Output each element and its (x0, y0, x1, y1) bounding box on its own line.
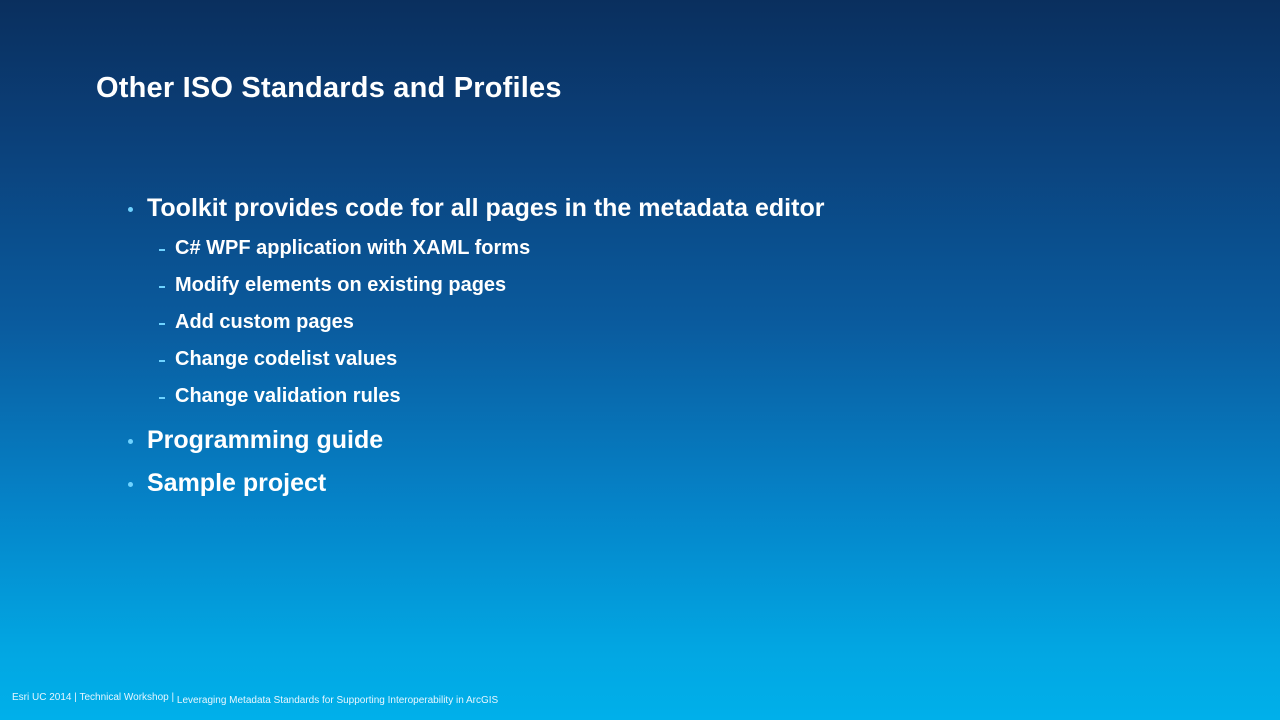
bullet-text: Programming guide (147, 426, 384, 454)
bullet-text: Sample project (147, 469, 327, 497)
sub-bullet-text: Modify elements on existing pages (175, 274, 507, 296)
bullet-item (128, 422, 1128, 458)
sub-bullet-item (128, 341, 1128, 378)
sub-bullet-text: Change validation rules (175, 385, 401, 407)
slide-title: Other ISO Standards and Profiles (96, 72, 562, 104)
bullet-dot-icon (128, 482, 133, 487)
sub-bullet-text: C# WPF application with XAML forms (175, 237, 531, 259)
dash-icon (159, 286, 165, 288)
bullet-text: Toolkit provides code for all pages in the metadata editor (147, 194, 825, 222)
dash-icon (159, 323, 165, 325)
slide-footer (12, 692, 499, 706)
footer-left-text: Esri UC 2014 | Technical Workshop | (12, 692, 175, 703)
bullet-dot-icon (128, 439, 133, 444)
sub-bullet-list (128, 230, 1128, 415)
bullet-item (128, 190, 1128, 226)
sub-bullet-text: Add custom pages (175, 311, 354, 333)
sub-bullet-item (128, 267, 1128, 304)
sub-bullet-item (128, 230, 1128, 267)
dash-icon (159, 249, 165, 251)
sub-bullet-item (128, 304, 1128, 341)
bullet-list (128, 190, 1128, 501)
dash-icon (159, 360, 165, 362)
sub-bullet-item (128, 378, 1128, 415)
sub-bullet-text: Change codelist values (175, 348, 398, 370)
bullet-item (128, 465, 1128, 501)
footer-right-text: Leveraging Metadata Standards for Supporting Interoperability in ArcGIS (176, 695, 499, 706)
dash-icon (159, 397, 165, 399)
bullet-dot-icon (128, 207, 133, 212)
